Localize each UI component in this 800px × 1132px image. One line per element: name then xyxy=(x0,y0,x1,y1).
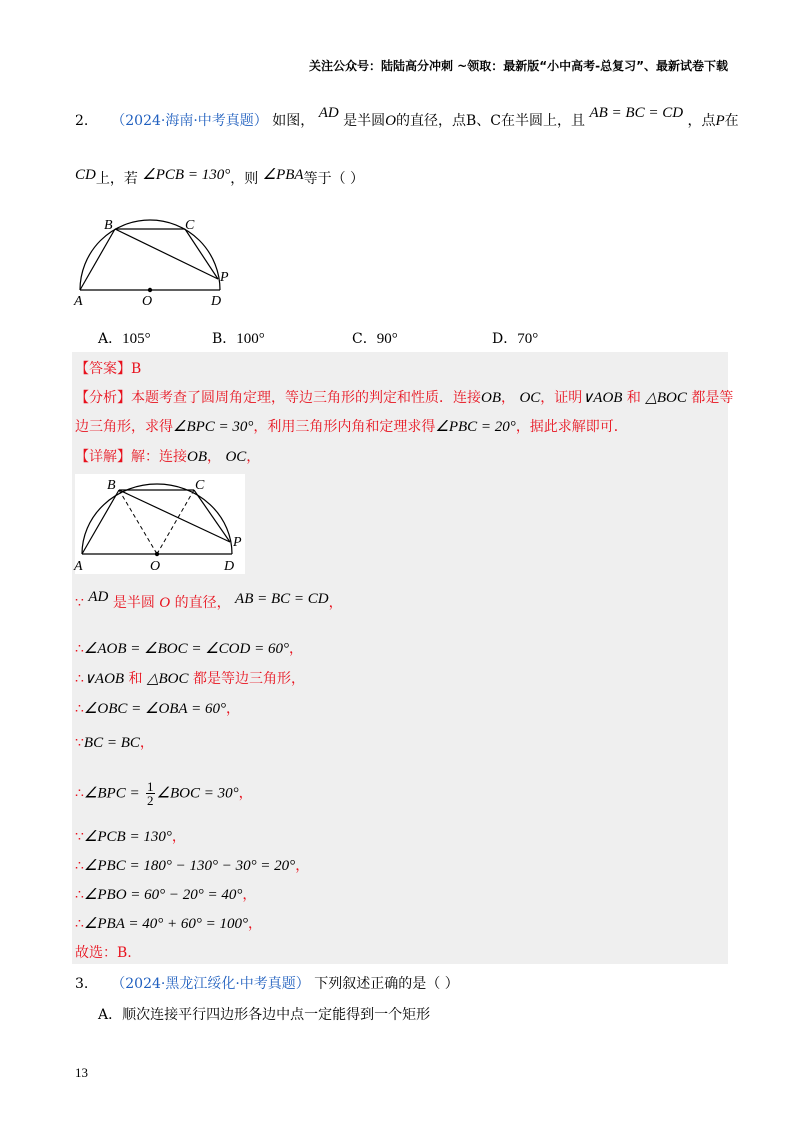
step-math: ∠OBC = ∠OBA = 60° xyxy=(83,701,226,717)
solution-step xyxy=(75,884,256,904)
label-o: O xyxy=(150,559,161,574)
math-ad: AD xyxy=(318,105,339,121)
analysis-text: 和 xyxy=(626,390,641,406)
dashed-ob xyxy=(119,490,157,554)
therefore-symbol: ∴ xyxy=(75,785,84,802)
question-text: 下列叙述正确的是（ ） xyxy=(314,976,459,992)
step-math: ∠PBC = 180° − 130° − 30° = 20° xyxy=(83,858,296,874)
math-p: P xyxy=(715,113,725,129)
analysis-text: ，证明 xyxy=(540,390,583,406)
analysis-text: ，利用三角形内角和定理求得 xyxy=(253,419,436,435)
option-label: C． xyxy=(352,331,377,347)
solution-figure xyxy=(72,474,247,574)
therefore-symbol: ∴ xyxy=(75,858,84,874)
question-number: 3. xyxy=(75,976,89,992)
answer-line xyxy=(75,358,141,378)
question-text: ，则 xyxy=(230,171,259,187)
math-triangle-aob: ∨AOB xyxy=(83,671,125,687)
label-b: B xyxy=(107,478,116,493)
question-2-line-1 xyxy=(75,105,739,130)
math-oc: OC xyxy=(225,449,247,465)
math-triangle-aob: ∨AOB xyxy=(582,390,623,406)
fraction-half xyxy=(146,780,155,807)
question-text: ，点 xyxy=(687,113,716,129)
step-text: 是半圆 xyxy=(108,595,160,611)
chord-bp xyxy=(115,229,218,279)
question-text: 是半圆 xyxy=(343,113,386,129)
option-value: 70° xyxy=(517,331,539,347)
chord-bp xyxy=(119,490,230,542)
step-text: ， xyxy=(238,785,253,802)
detail-text: ， xyxy=(246,449,261,465)
analysis-text: 边三角形，求得 xyxy=(75,419,173,435)
solution-step xyxy=(75,732,154,752)
therefore-symbol: ∴ xyxy=(75,641,84,657)
label-p: P xyxy=(220,270,229,285)
option-value: 105° xyxy=(122,331,151,347)
math-ob: OB xyxy=(481,390,501,406)
question-text: 等于（ ） xyxy=(303,171,365,187)
question-2-line-2 xyxy=(75,168,364,188)
math-o: O xyxy=(385,113,396,129)
label-c: C xyxy=(185,218,195,233)
analysis-tag: 【分析】 xyxy=(75,390,131,406)
question-text: 在 xyxy=(724,113,739,129)
step-text: 都是等边三角形， xyxy=(188,671,305,687)
answer-value: B xyxy=(131,361,142,377)
step-text: ， xyxy=(225,701,240,717)
step-text: ， xyxy=(139,735,154,751)
step-math: BC = BC xyxy=(83,735,140,751)
because-symbol: ∵ xyxy=(75,735,84,751)
fraction-numerator: 1 xyxy=(147,779,154,794)
step-text: ， xyxy=(242,887,257,903)
solution-step xyxy=(75,698,240,718)
solution-step xyxy=(75,913,262,933)
math-triangle-boc: △BOC xyxy=(645,390,687,406)
solution-step xyxy=(75,668,305,688)
question-3-option-a[interactable]: A．顺次连接平行四边形各边中点一定能得到一个矩形 xyxy=(98,1007,431,1023)
analysis-text: 都是等 xyxy=(691,390,734,406)
math-arc-cd: CD xyxy=(75,167,96,183)
label-d: D xyxy=(224,559,235,574)
step-math: ∠PCB = 130° xyxy=(83,829,172,845)
solution-conclusion: 故选：B. xyxy=(75,945,132,961)
option-label: A． xyxy=(98,331,123,347)
solution-step xyxy=(75,855,309,875)
step-math: ∠AOB = ∠BOC = ∠COD = 60° xyxy=(83,641,289,657)
question-text: 上，若 xyxy=(95,171,138,187)
option-b[interactable] xyxy=(212,328,265,348)
question-number: 2. xyxy=(75,113,89,129)
option-c[interactable] xyxy=(352,328,398,348)
therefore-symbol: ∴ xyxy=(75,916,84,932)
math-angle-pbc: ∠PBC = 20° xyxy=(435,419,516,435)
therefore-symbol: ∴ xyxy=(75,671,84,687)
detail-tag: 【详解】 xyxy=(75,449,131,465)
label-a: A xyxy=(74,559,83,574)
math-angle-pba: ∠PBA xyxy=(262,167,304,183)
label-d: D xyxy=(211,294,222,309)
center-point-o xyxy=(148,288,152,292)
math-angle-pcb: ∠PCB = 130° xyxy=(142,167,231,183)
step-text: ， xyxy=(295,858,310,874)
analysis-line-1 xyxy=(75,387,733,407)
question-text: 的直径，点B、C在半圆上，且 xyxy=(396,113,585,129)
center-point-o xyxy=(155,552,159,556)
page-number: 13 xyxy=(75,1065,88,1080)
analysis-line-2 xyxy=(75,416,628,436)
label-a: A xyxy=(74,294,83,309)
step-text: ， xyxy=(247,916,262,932)
option-label: D． xyxy=(492,331,518,347)
question-source: （2024·黑龙江绥化·中考真题） xyxy=(111,976,310,992)
semicircle-arc xyxy=(80,220,220,290)
chord-ab xyxy=(80,229,115,290)
step-text: ， xyxy=(288,641,303,657)
label-o: O xyxy=(142,294,153,309)
option-a[interactable] xyxy=(98,328,151,348)
step-text: ， xyxy=(171,829,186,845)
page-header: 关注公众号：陆陆高分冲刺 ~领取：最新版“小中高考-总复习”、最新试卷下载 xyxy=(309,59,728,73)
question-3-line-1 xyxy=(75,973,459,993)
step-math: ∠PBA = 40° + 60° = 100° xyxy=(83,916,248,932)
math-o: O xyxy=(159,595,171,611)
math-ad: AD xyxy=(88,589,109,605)
step-text: 的直径， xyxy=(170,595,231,611)
step-math: ∠PBO = 60° − 20° = 40° xyxy=(83,887,243,903)
solution-step xyxy=(75,826,186,846)
question-text: 如图， xyxy=(272,113,315,129)
because-symbol: ∵ xyxy=(75,829,84,845)
analysis-text: 本题考查了圆周角定理，等边三角形的判定和性质．连接 xyxy=(131,390,481,406)
answer-tag: 【答案】 xyxy=(75,361,131,377)
option-value: 100° xyxy=(236,331,265,347)
semicircle-figure xyxy=(72,215,242,315)
step-text: 和 xyxy=(124,671,147,687)
therefore-symbol: ∴ xyxy=(75,701,84,717)
detail-line xyxy=(75,446,260,466)
analysis-text: ，据此求解即可． xyxy=(515,419,628,435)
math-oc: OC xyxy=(519,390,541,406)
step-math: ∠BPC = xyxy=(83,785,140,802)
solution-step xyxy=(75,780,253,807)
label-b: B xyxy=(104,218,113,233)
solution-step xyxy=(75,638,303,658)
option-value: 90° xyxy=(376,331,398,347)
math-angle-bpc: ∠BPC = 30° xyxy=(173,419,254,435)
therefore-symbol: ∴ xyxy=(75,887,84,903)
math-ob: OB xyxy=(187,449,207,465)
step-math: ∠BOC = 30° xyxy=(156,785,239,802)
math-arc-equality: AB = BC = CD xyxy=(589,105,684,121)
step-text: ， xyxy=(328,595,343,611)
option-label: B． xyxy=(212,331,237,347)
detail-text: ， xyxy=(207,449,221,465)
fraction-denominator: 2 xyxy=(147,793,154,808)
math-triangle-boc: △BOC xyxy=(146,671,189,687)
semicircle-arc xyxy=(82,484,232,554)
question-source: （2024·海南·中考真题） xyxy=(111,113,268,129)
solution-step xyxy=(75,589,343,612)
because-symbol: ∵ xyxy=(75,595,84,611)
analysis-text: ， xyxy=(501,390,515,406)
math-arc-equality: AB = BC = CD xyxy=(235,591,329,607)
label-p: P xyxy=(233,535,242,550)
option-d[interactable] xyxy=(492,328,538,348)
label-c: C xyxy=(195,478,205,493)
chord-ab xyxy=(82,490,119,554)
detail-text: 解：连接 xyxy=(131,449,187,465)
